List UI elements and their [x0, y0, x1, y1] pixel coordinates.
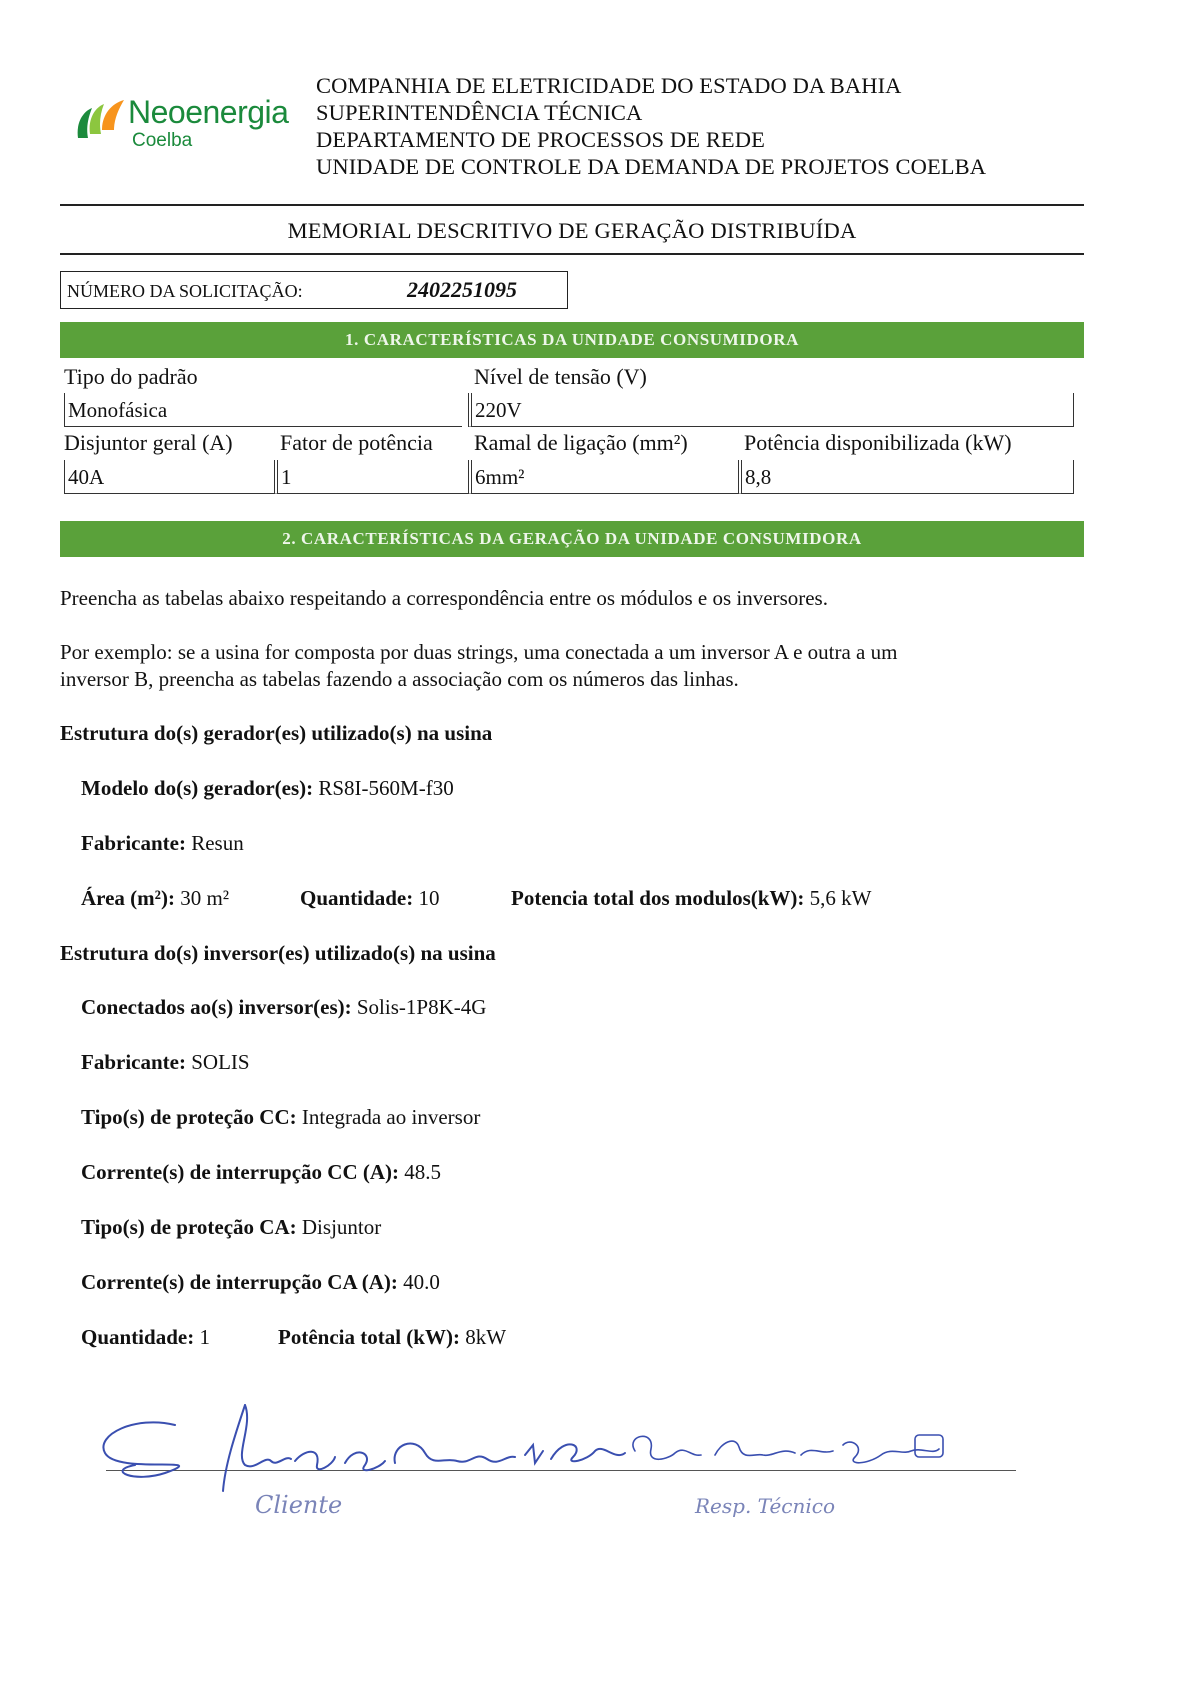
disjuntor-label: Disjuntor geral (A): [64, 430, 233, 455]
technician-signature: [633, 1435, 943, 1463]
potencia-disponibilizada-label: Potência disponibilizada (kW): [744, 430, 1012, 455]
dc-protection: [81, 1105, 480, 1130]
org-line-company: COMPANHIA DE ELETRICIDADE DO ESTADO DA BAHIA: [316, 73, 902, 98]
org-line-unit: UNIDADE DE CONTROLE DA DEMANDA DE PROJETOS COELBA: [316, 154, 987, 179]
inverter-model: [81, 995, 486, 1020]
ramal-label: Ramal de ligação (mm²): [474, 430, 688, 455]
generator-manufacturer-label: Fabricante:: [81, 831, 186, 855]
org-line-superintendence: SUPERINTENDÊNCIA TÉCNICA: [316, 100, 643, 125]
dc-interrupt-current: [81, 1160, 441, 1185]
tipo-padrao-label: Tipo do padrão: [64, 364, 198, 389]
generator-heading: Estrutura do(s) gerador(es) utilizado(s) na usina: [60, 721, 493, 745]
instructions-paragraph: Preencha as tabelas abaixo respeitando a correspondência entre os módulos e os inversores.: [60, 586, 828, 610]
inverter-model-label: Conectados ao(s) inversor(es):: [81, 995, 352, 1019]
ac-interrupt-current-label: Corrente(s) de interrupção CA (A):: [81, 1270, 398, 1294]
request-number-value: 2402251095: [407, 277, 517, 302]
logo-name: Neoenergia: [128, 94, 289, 130]
inverter-quantity-value: 1: [194, 1325, 210, 1349]
technician-role: Resp. Técnico: [695, 1494, 836, 1518]
fator-potencia-field: 1: [274, 460, 468, 494]
generator-quantity-label: Quantidade:: [300, 886, 414, 910]
document-title: MEMORIAL DESCRITIVO DE GERAÇÃO DISTRIBUÍDA: [287, 218, 857, 243]
org-line-department: DEPARTAMENTO DE PROCESSOS DE REDE: [316, 127, 765, 152]
example-line-1: Por exemplo: se a usina for composta por duas strings, uma conectada a um inversor A e outra a um: [60, 640, 898, 664]
generator-area-label: Área (m²):: [81, 886, 175, 910]
section2-bar: 2. CARACTERÍSTICAS DA GERAÇÃO DA UNIDADE CONSUMIDORA: [60, 521, 1084, 557]
generator-quantity-value: 10: [413, 886, 440, 910]
client-signature: [103, 1405, 625, 1491]
organization-block: [316, 72, 986, 180]
dc-protection-label: Tipo(s) de proteção CC:: [81, 1105, 297, 1129]
ac-protection: [81, 1215, 381, 1240]
ac-protection-label: Tipo(s) de proteção CA:: [81, 1215, 297, 1239]
generator-area-value: 30 m²: [174, 886, 230, 910]
inverter-total-power-label: Potência total (kW):: [278, 1325, 460, 1349]
handwritten-signatures: [95, 1395, 1015, 1535]
header-top-rule: [60, 204, 1084, 206]
modules-total-power: [511, 886, 872, 911]
generator-manufacturer: [81, 831, 244, 856]
logo-subtitle: Coelba: [132, 130, 193, 151]
generator-model: [81, 776, 454, 801]
header-bottom-rule: [60, 253, 1084, 255]
inverter-quantity-label: Quantidade:: [81, 1325, 195, 1349]
fator-potencia-label: Fator de potência: [280, 430, 433, 455]
inverter-manufacturer: [81, 1050, 250, 1075]
modules-total-power-value: 5,6 kW: [804, 886, 872, 910]
example-line-2: inversor B, preencha as tabelas fazendo a associação com os números das linhas.: [60, 667, 739, 691]
dc-interrupt-current-value: 48.5: [399, 1160, 442, 1184]
request-number-box: [60, 271, 568, 309]
inverter-manufacturer-value: SOLIS: [185, 1050, 250, 1074]
nivel-tensao-field: 220V: [468, 393, 1074, 427]
inverter-model-value: Solis-1P8K-4G: [351, 995, 487, 1019]
inverter-total-power: [278, 1325, 506, 1350]
inverter-quantity: [81, 1325, 210, 1350]
dc-interrupt-current-label: Corrente(s) de interrupção CC (A):: [81, 1160, 400, 1184]
potencia-disponibilizada-field: 8,8: [738, 460, 1074, 494]
modules-total-power-label: Potencia total dos modulos(kW):: [511, 886, 805, 910]
client-role: Cliente: [255, 1491, 343, 1519]
generator-quantity: [300, 886, 439, 911]
ac-interrupt-current: [81, 1270, 440, 1295]
ac-interrupt-current-value: 40.0: [397, 1270, 440, 1294]
dc-protection-value: Integrada ao inversor: [296, 1105, 481, 1129]
request-number-label: NÚMERO DA SOLICITAÇÃO:: [67, 281, 303, 301]
ramal-field: 6mm²: [468, 460, 738, 494]
generator-area: [81, 886, 229, 911]
generator-model-label: Modelo do(s) gerador(es):: [81, 776, 314, 800]
inverter-heading: Estrutura do(s) inversor(es) utilizado(s) na usina: [60, 941, 496, 965]
nivel-tensao-label: Nível de tensão (V): [474, 364, 647, 389]
company-logo: [72, 88, 312, 158]
disjuntor-field: 40A: [64, 460, 274, 494]
section1-bar: 1. CARACTERÍSTICAS DA UNIDADE CONSUMIDORA: [60, 322, 1084, 358]
ac-protection-value: Disjuntor: [296, 1215, 382, 1239]
inverter-manufacturer-label: Fabricante:: [81, 1050, 186, 1074]
inverter-total-power-value: 8kW: [459, 1325, 507, 1349]
generator-model-value: RS8I-560M-f30: [313, 776, 454, 800]
generator-manufacturer-value: Resun: [185, 831, 244, 855]
tipo-padrao-field: Monofásica: [64, 393, 462, 427]
neoenergia-leaf-icon: [72, 94, 128, 140]
